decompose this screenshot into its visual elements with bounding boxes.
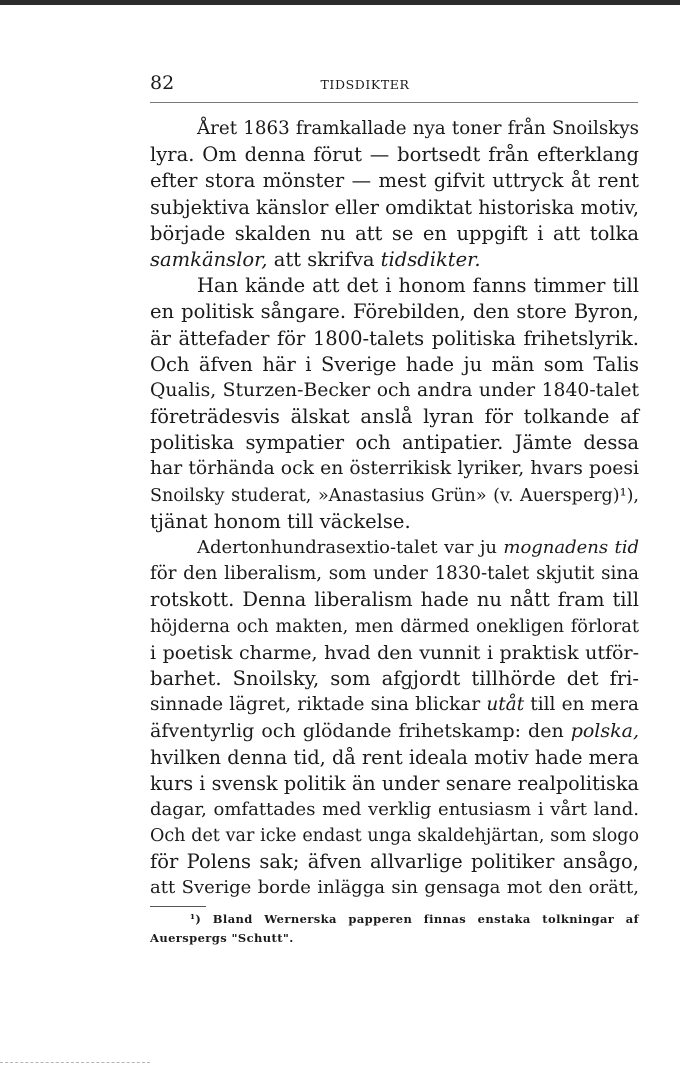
running-head: TIDSDIKTER: [320, 77, 410, 92]
text-line: sinnade lägret, riktade sina blickar utåt till en mera: [150, 694, 639, 716]
emphasis-text: samkänslor,: [150, 247, 268, 271]
text-line: barhet. Snoilsky, som afgjordt tillhörde det fri-: [150, 666, 639, 690]
text-line: för Polens sak; äfven allvarlige politiker ansågo,: [150, 850, 639, 874]
footnote-rule: [150, 906, 206, 907]
text-line: subjektiva känslor eller omdiktat historiska motiv,: [150, 195, 639, 219]
text-line: att Sverige borde inlägga sin gensaga mot den orätt,: [150, 877, 639, 899]
text-line: Qualis, Sturzen-Becker och andra under 1840-talet: [150, 379, 639, 401]
text-line: Året 1863 framkallade nya toner från Snoilskys: [197, 118, 639, 139]
text-line: äfventyrlig och glödande frihetskamp: den polska,: [150, 720, 640, 743]
text-line: samkänslor, att skrifva tidsdikter.: [150, 247, 481, 271]
scan-edge-mark: [0, 1062, 150, 1063]
footnote-line: ¹) Bland Wernerska papperen finnas enstaka tolkningar af: [190, 912, 639, 926]
emphasis-text: tid: [614, 537, 639, 558]
footnote: [150, 910, 639, 948]
text-line: lyra. Om denna förut — bortsedt från efterklang: [150, 143, 639, 167]
text-line: företrädesvis älskat anslå lyran för tolkande af: [150, 405, 639, 429]
header-rule: [150, 102, 638, 103]
text-line: Och det var icke endast unga skaldehjärtan, som slogo: [150, 826, 639, 847]
text-line: tjänat honom till väckelse.: [150, 509, 411, 533]
text-line: höjderna och makten, men därmed onekligen förlorat: [150, 616, 639, 637]
body-text: [150, 116, 639, 902]
text-line: Han kände att det i honom fanns timmer till: [197, 274, 639, 298]
text-line: i poetisk charme, hvad den vunnit i praktisk utför-: [150, 641, 639, 664]
text-line: hvilken denna tid, då rent ideala motiv hade mera: [150, 745, 639, 769]
page-number: 82: [150, 72, 175, 94]
emphasis-text: mognadens: [503, 537, 609, 558]
text-line: har törhända ock en österrikisk lyriker, hvars poesi: [150, 458, 639, 480]
text-line: Snoilsky studerat, »Anastasius Grün» (v. Auersperg)¹),: [150, 485, 639, 506]
text-line: Adertonhundrasextio-talet var ju mognadens tid: [197, 537, 639, 558]
text-line: en politisk sångare. Förebilden, den store Byron,: [150, 300, 639, 324]
text-line: kurs i svensk politik än under senare realpolitiska: [150, 771, 639, 795]
emphasis-text: utåt: [486, 694, 525, 716]
page-top-edge: [0, 0, 680, 5]
text-line: Och äfven här i Sverige hade ju män som Talis: [150, 352, 639, 376]
text-line: började skalden nu att se en uppgift i att tolka: [150, 221, 639, 245]
text-line: rotskott. Denna liberalism hade nu nått fram till: [150, 588, 639, 612]
text-line: är ättefader för 1800-talets politiska frihetslyrik.: [150, 326, 639, 350]
emphasis-text: polska,: [570, 720, 640, 743]
text-line: politiska sympatier och antipatier. Jämte dessa: [150, 431, 639, 455]
footnote-line: Auerspergs "Schutt".: [150, 931, 294, 945]
text-line: dagar, omfattades med verklig entusiasm i vårt land.: [150, 798, 639, 820]
text-line: efter stora mönster — mest gifvit uttryck åt rent: [150, 169, 639, 193]
emphasis-text: tidsdikter.: [380, 247, 481, 271]
text-line: för den liberalism, som under 1830-talet skjutit sina: [150, 563, 639, 585]
